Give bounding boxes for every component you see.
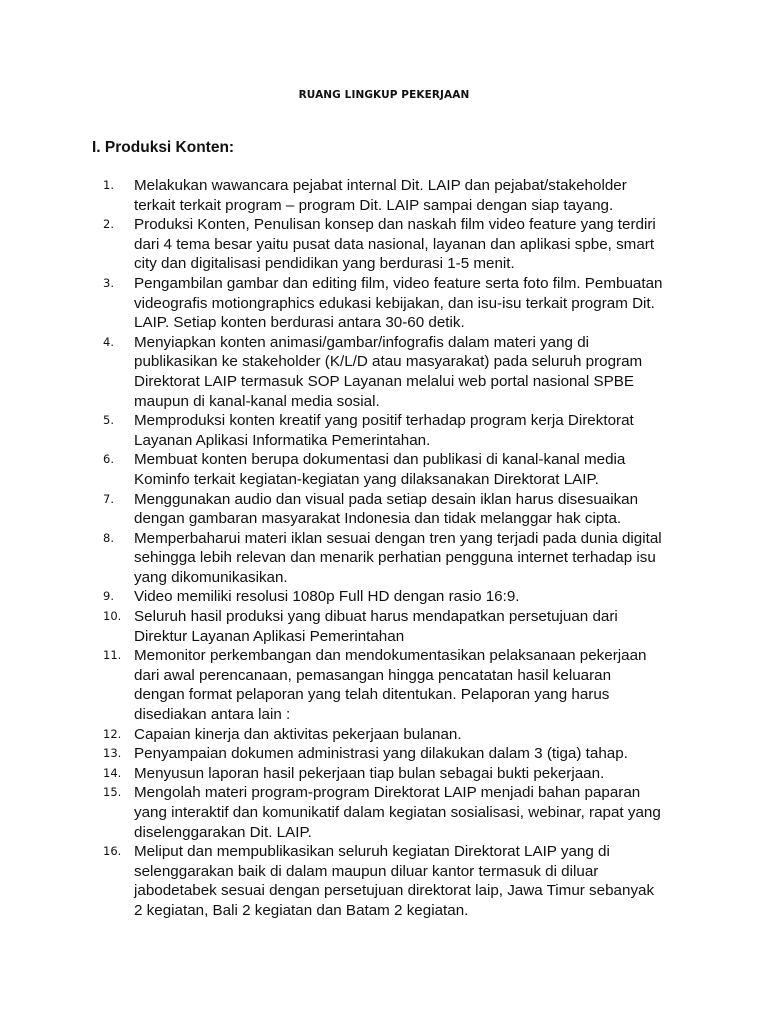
list-item-text-line: dari 4 tema besar yaitu pusat data nasional, layanan dan aplikasi spbe, smart bbox=[134, 235, 655, 253]
document-title: RUANG LINGKUP PEKERJAAN bbox=[298, 89, 470, 101]
list-item-number: 15. bbox=[103, 785, 122, 800]
list-item-text-line: city dan digitalisasi pendidikan yang berdurasi 1-5 menit. bbox=[134, 255, 515, 273]
list-item-text-line: yang dikomunikasikan. bbox=[134, 568, 288, 586]
list-item-number: 10. bbox=[103, 609, 122, 624]
list-item-text-line: LAIP. Setiap konten berdurasi antara 30-60 detik. bbox=[134, 314, 465, 332]
list-item-number: 1. bbox=[103, 178, 114, 192]
list-item-number: 12. bbox=[103, 726, 122, 741]
list-item-text-line: Meliput dan mempublikasikan seluruh kegiatan Direktorat LAIP yang di bbox=[134, 843, 610, 861]
list-item-text-line: videografis motiongraphics edukasi kebijakan, dan isu-isu terkait program Dit. bbox=[134, 294, 655, 312]
list-item bbox=[0, 646, 768, 724]
list-item-text-line: Membuat konten berupa dokumentasi dan publikasi di kanal-kanal media bbox=[134, 451, 626, 469]
list-item-text-line: Melakukan wawancara pejabat internal Dit. LAIP dan pejabat/stakeholder bbox=[134, 177, 627, 194]
list-item bbox=[0, 529, 768, 588]
list-item bbox=[0, 490, 768, 529]
list-item-number: 6. bbox=[103, 452, 114, 467]
list-item-number: 7. bbox=[103, 491, 114, 506]
list-item-text-line: dengan gambaran masyarakat Indonesia dan tidak melanggar hak cipta. bbox=[134, 510, 622, 528]
list-item-text-line: Kominfo terkait kegiatan-kegiatan yang dilaksanakan Direktorat LAIP. bbox=[134, 470, 599, 488]
list-item-text-line: Layanan Aplikasi Informatika Pemerintahan. bbox=[134, 431, 431, 449]
list-item-text-line: sehingga lebih relevan dan menarik perhatian pengguna internet terhadap isu bbox=[134, 549, 656, 567]
list-item-text-line: Memonitor perkembangan dan mendokumentasikan pelaksanaan pekerjaan bbox=[134, 647, 647, 665]
list-item-text-line: publikasikan ke stakeholder (K/L/D atau masyarakat) pada seluruh program bbox=[134, 353, 643, 371]
list-item-text-line: diselenggarakan Dit. LAIP. bbox=[134, 823, 312, 841]
list-item bbox=[0, 411, 768, 450]
list-item-text-line: Seluruh hasil produksi yang dibuat harus mendapatkan persetujuan dari bbox=[134, 608, 618, 626]
list-item-number: 9. bbox=[103, 589, 114, 604]
list-item bbox=[0, 450, 768, 489]
list-item-text-line: Memproduksi konten kreatif yang positif terhadap program kerja Direktorat bbox=[134, 412, 634, 430]
list-item-text-line: Pengambilan gambar dan editing film, video feature serta foto film. Pembuatan bbox=[134, 274, 663, 292]
list-item bbox=[0, 783, 768, 842]
list-item bbox=[0, 176, 768, 215]
list-item-number: 5. bbox=[103, 413, 114, 428]
numbered-list bbox=[0, 176, 768, 921]
list-item-text-line: dari awal perencanaan, pemasangan hingga pencatatan hasil keluaran bbox=[134, 666, 612, 684]
list-item bbox=[0, 764, 768, 784]
list-item bbox=[0, 587, 768, 607]
list-item-text-line: terkait terkait program – program Dit. LAIP sampai dengan siap tayang. bbox=[134, 196, 614, 214]
list-item-number: 13. bbox=[103, 746, 122, 761]
list-item bbox=[0, 725, 768, 745]
list-item bbox=[0, 607, 768, 646]
list-item-text-line: Produksi Konten, Penulisan konsep dan naskah film video feature yang terdiri bbox=[134, 216, 656, 234]
list-item-text-line: Mengolah materi program-program Direktorat LAIP menjadi bahan paparan bbox=[134, 784, 641, 802]
section-heading: I. Produksi Konten: bbox=[92, 139, 235, 156]
list-item bbox=[0, 215, 768, 274]
list-item bbox=[0, 744, 768, 764]
list-item-text-line: yang interaktif dan komunikatif dalam kegiatan sosialisasi, webinar, rapat yang bbox=[134, 804, 661, 821]
list-item bbox=[0, 842, 768, 920]
list-item-text-line: disediakan antara lain : bbox=[134, 706, 291, 724]
list-item-text-line: 2 kegiatan, Bali 2 kegiatan dan Batam 2 kegiatan. bbox=[134, 901, 469, 919]
list-item-number: 3. bbox=[103, 275, 114, 290]
list-item-text-line: Menggunakan audio dan visual pada setiap desain iklan harus disesuaikan bbox=[134, 490, 639, 508]
list-item-text-line: Menyusun laporan hasil pekerjaan tiap bulan sebagai bukti pekerjaan. bbox=[134, 764, 605, 782]
list-item-text-line: dengan format pelaporan yang telah ditentukan. Pelaporan yang harus bbox=[134, 686, 610, 704]
list-item-number: 2. bbox=[103, 217, 114, 232]
list-item-number: 14. bbox=[103, 765, 122, 780]
list-item-text-line: selenggarakan baik di dalam maupun diluar kantor termasuk di diluar bbox=[134, 862, 599, 880]
list-item-text-line: maupun di kanal-kanal media sosial. bbox=[134, 392, 380, 410]
list-item-number: 8. bbox=[103, 530, 114, 545]
list-item-text-line: jabodetabek sesuai dengan persetujuan direktorat laip, Jawa Timur sebanyak bbox=[134, 882, 655, 900]
list-item-text-line: Menyiapkan konten animasi/gambar/infografis dalam materi yang di bbox=[134, 333, 590, 351]
list-item-number: 4. bbox=[103, 334, 114, 349]
list-item-number: 11. bbox=[103, 648, 122, 663]
list-item-text-line: Direktur Layanan Aplikasi Pemerintahan bbox=[134, 627, 405, 645]
list-item-text-line: Capaian kinerja dan aktivitas pekerjaan bulanan. bbox=[134, 725, 462, 743]
list-item bbox=[0, 333, 768, 411]
list-item-number: 16. bbox=[103, 844, 122, 859]
list-item-text-line: Video memiliki resolusi 1080p Full HD dengan rasio 16:9. bbox=[134, 588, 520, 606]
list-item-text-line: Direktorat LAIP termasuk SOP Layanan melalui web portal nasional SPBE bbox=[134, 372, 635, 390]
list-item bbox=[0, 274, 768, 333]
list-item-text-line: Penyampaian dokumen administrasi yang dilakukan dalam 3 (tiga) tahap. bbox=[134, 745, 628, 763]
list-item-text-line: Memperbaharui materi iklan sesuai dengan tren yang terjadi pada dunia digital bbox=[134, 529, 662, 547]
